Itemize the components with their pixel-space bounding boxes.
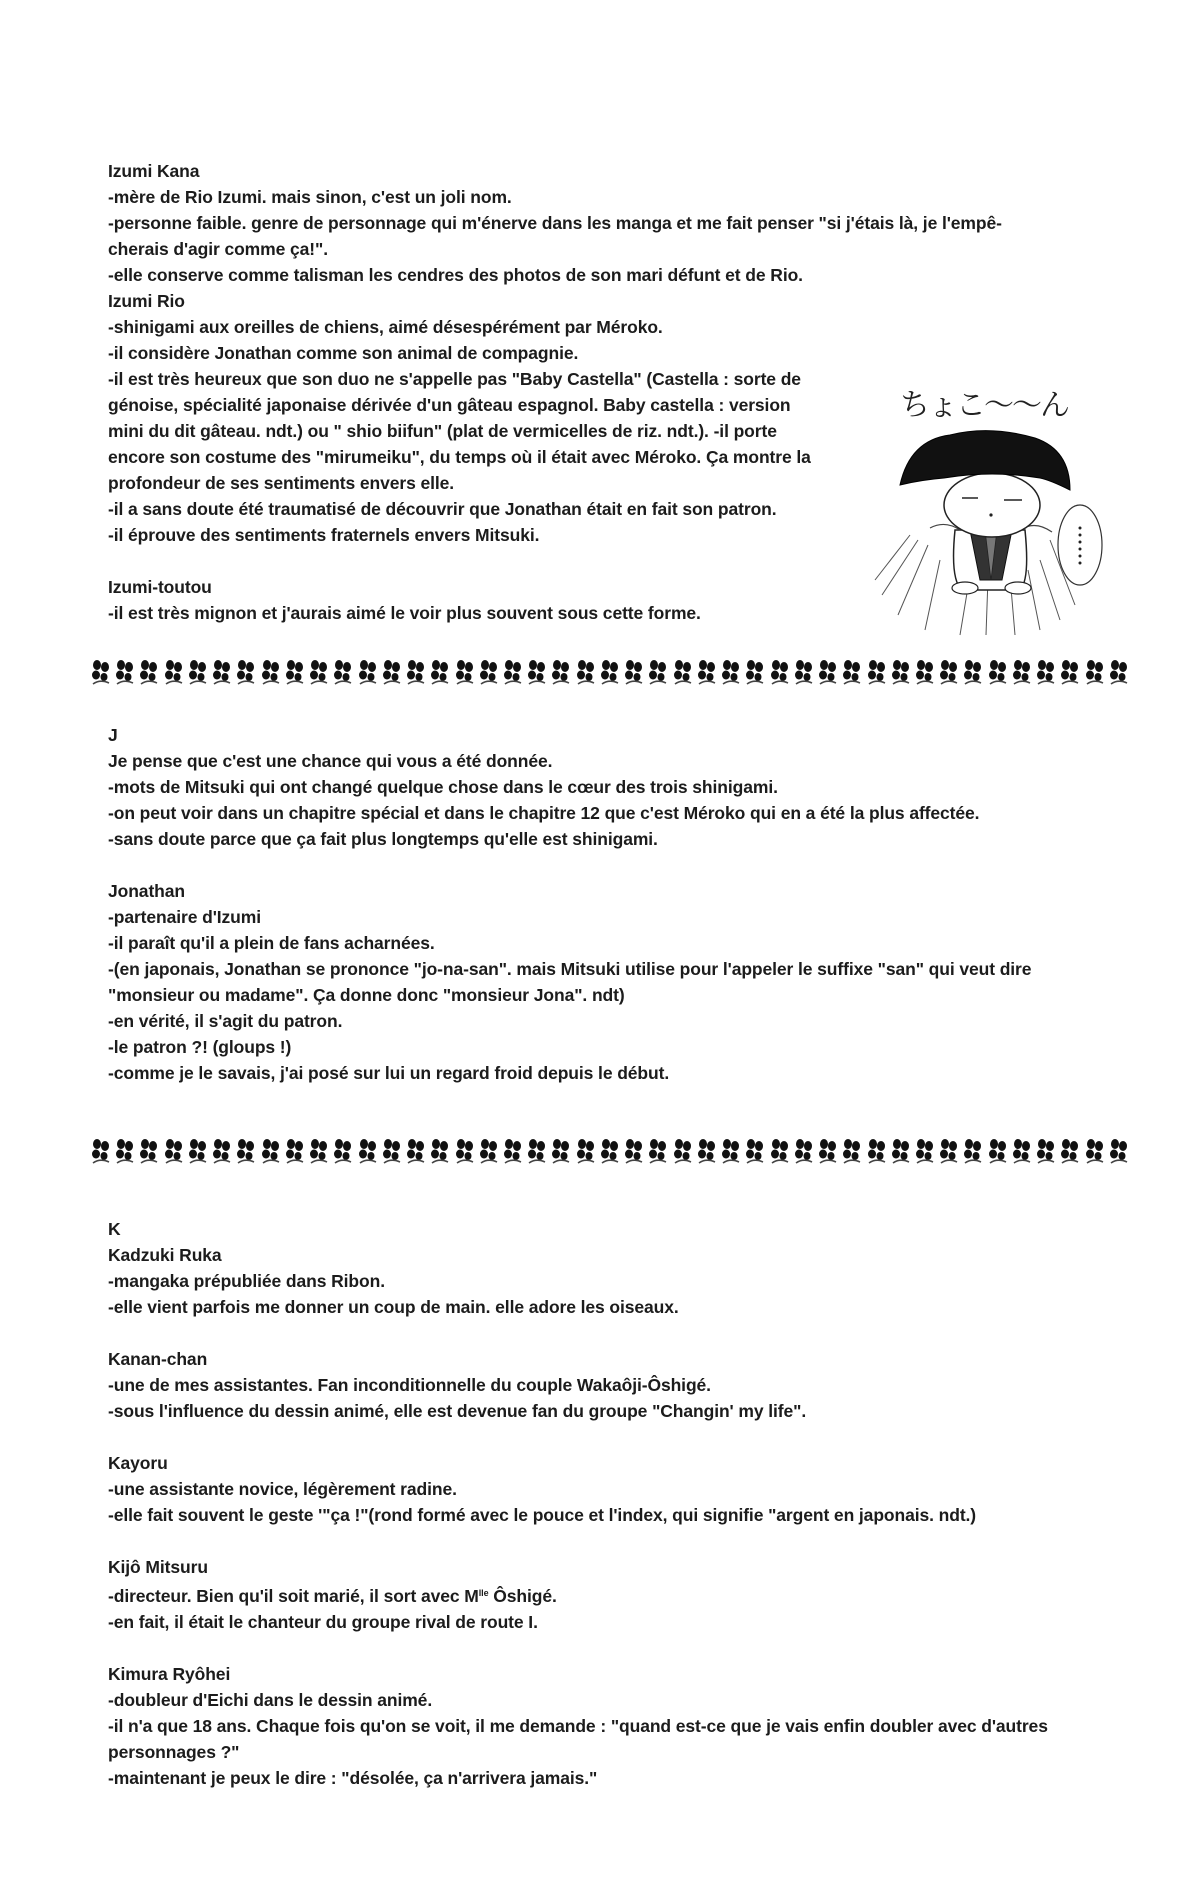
entry-line: -une de mes assistantes. Fan inconditionnelle du couple Wakaôji-Ôshigé. [108,1375,711,1395]
section-j [108,722,1113,1086]
clover-ornament-icon [599,659,621,687]
clover-ornament-icon [962,1138,984,1166]
clover-ornament-icon [260,1138,282,1166]
entry-line: -mère de Rio Izumi. mais sinon, c'est un joli nom. [108,187,512,207]
clover-ornament-icon [720,659,742,687]
clover-ornament-icon [163,659,185,687]
clover-ornament-icon [502,659,524,687]
clover-ornament-icon [1035,659,1057,687]
clover-ornament-icon [454,659,476,687]
entry-line [108,1580,1113,1609]
entry-line: -maintenant je peux le dire : "désolée, ça n'arrivera jamais." [108,1768,598,1788]
entry-title: Kimura Ryôhei [108,1664,231,1684]
clover-ornament-icon [914,1138,936,1166]
clover-ornament-icon [890,659,912,687]
clover-ornament-icon [1011,659,1033,687]
clover-ornament-icon [841,659,863,687]
entry-line: -partenaire d'Izumi [108,907,261,927]
superscript: lle [478,1588,489,1598]
entry-line: encore son costume des "mirumeiku", du temps où il était avec Méroko. Ça montre la [108,447,811,467]
entry-line: -(en japonais, Jonathan se prononce "jo-na-san". mais Mitsuki utilise pour l'appeler le suffixe "san" qui veut dire [108,959,1032,979]
entry-title: Kanan-chan [108,1349,208,1369]
illustration-caption: ちょこ〜〜ん [900,388,1068,423]
clover-ornament-icon [284,659,306,687]
clover-ornament-icon [962,659,984,687]
clover-ornament-icon [938,659,960,687]
clover-ornament-icon [478,659,500,687]
entry-title: Izumi Kana [108,161,200,181]
clover-ornament-icon [332,1138,354,1166]
clover-ornament-icon [575,659,597,687]
clover-ornament-icon [672,1138,694,1166]
clover-ornament-icon [793,1138,815,1166]
clover-ornament-icon [1108,1138,1130,1166]
clover-ornament-icon [138,659,160,687]
clover-ornament-icon [405,1138,427,1166]
clover-ornament-icon [793,659,815,687]
clover-ornament-icon [187,659,209,687]
entry-line: génoise, spécialité japonaise dérivée d'un gâteau espagnol. Baby castella : version [108,395,791,415]
clover-ornament-icon [308,1138,330,1166]
section-letter: K [108,1219,121,1239]
clover-ornament-icon [696,1138,718,1166]
section-k [108,1216,1113,1791]
entry-line: -mangaka prépubliée dans Ribon. [108,1271,385,1291]
clover-ornament-icon [114,659,136,687]
entry-line: -il paraît qu'il a plein de fans acharnées. [108,933,435,953]
clover-ornament-icon [938,1138,960,1166]
spacer [108,1528,1113,1554]
clover-ornament-icon [866,659,888,687]
entry-title: Kijô Mitsuru [108,1557,208,1577]
clover-ornament-icon [308,659,330,687]
clover-ornament-icon [987,1138,1009,1166]
clover-ornament-icon [114,1138,136,1166]
clover-ornament-icon [478,1138,500,1166]
clover-ornament-icon [817,659,839,687]
clover-ornament-icon [211,659,233,687]
entry-title: Izumi Rio [108,291,185,311]
clover-ornament-icon [550,659,572,687]
clover-ornament-icon [987,659,1009,687]
clover-ornament-icon [744,659,766,687]
clover-ornament-icon [1059,1138,1081,1166]
chibi-dog-illustration [870,380,1120,640]
entry-title: Kayoru [108,1453,168,1473]
entry-line: -il est très mignon et j'aurais aimé le voir plus souvent sous cette forme. [108,603,701,623]
entry-line: -mots de Mitsuki qui ont changé quelque chose dans le cœur des trois shinigami. [108,777,778,797]
clover-ornament-icon [454,1138,476,1166]
clover-ornament-icon [138,1138,160,1166]
entry-line: -sous l'influence du dessin animé, elle est devenue fan du groupe "Changin' my life". [108,1401,807,1421]
entry-line: -le patron ?! (gloups !) [108,1037,292,1057]
entry-title: Jonathan [108,881,185,901]
entry-line: -en vérité, il s'agit du patron. [108,1011,343,1031]
entry-line: personnages ?" [108,1742,240,1762]
clover-ornament-icon [1084,1138,1106,1166]
clover-ornament-icon [890,1138,912,1166]
spacer [108,1320,1113,1346]
entry-line: -une assistante novice, légèrement radine. [108,1479,457,1499]
entry-title: Izumi-toutou [108,577,212,597]
entry-line: -elle fait souvent le geste '"ça !"(rond formé avec le pouce et l'index, qui signifie "argent en japonais. ndt.) [108,1505,977,1525]
clover-ornament-icon [623,659,645,687]
clover-ornament-icon [623,1138,645,1166]
clover-ornament-icon [163,1138,185,1166]
clover-ornament-icon [769,1138,791,1166]
entry-line: -il n'a que 18 ans. Chaque fois qu'on se voit, il me demande : "quand est-ce que je vais enfin doubler avec d'autres [108,1716,1048,1736]
clover-ornament-icon [429,659,451,687]
entry-line: -personne faible. genre de personnage qui m'énerve dans les manga et me fait penser "si j'étais là, je l'empê- [108,213,1002,233]
entry-line: -il est très heureux que son duo ne s'appelle pas "Baby Castella" (Castella : sorte de [108,369,801,389]
clover-ornament-icon [429,1138,451,1166]
clover-ornament-icon [235,659,257,687]
entry-line: -il considère Jonathan comme son animal de compagnie. [108,343,579,363]
entry-line: -doubleur d'Eichi dans le dessin animé. [108,1690,433,1710]
section-letter: J [108,725,118,745]
entry-line: -on peut voir dans un chapitre spécial et dans le chapitre 12 que c'est Méroko qui en a été la plus affectée. [108,803,980,823]
clover-ornament-icon [914,659,936,687]
spacer [108,1635,1113,1661]
clover-ornament-icon [647,659,669,687]
entry-line: -il a sans doute été traumatisé de découvrir que Jonathan était en fait son patron. [108,499,777,519]
clover-ornament-icon [647,1138,669,1166]
clover-ornament-icon [90,659,112,687]
entry-line: -elle vient parfois me donner un coup de main. elle adore les oiseaux. [108,1297,679,1317]
spacer [108,1424,1113,1450]
clover-ornament-icon [575,1138,597,1166]
clover-ornament-icon [381,659,403,687]
clover-ornament-icon [817,1138,839,1166]
entry-line: "monsieur ou madame". Ça donne donc "monsieur Jona". ndt) [108,985,625,1005]
clover-ornament-icon [1059,659,1081,687]
clover-ornament-icon [381,1138,403,1166]
clover-ornament-icon [769,659,791,687]
clover-ornament-icon [599,1138,621,1166]
clover-ornament-icon [866,1138,888,1166]
clover-ornament-icon [502,1138,524,1166]
clover-ornament-icon [357,659,379,687]
clover-ornament-icon [744,1138,766,1166]
clover-ornament-icon [1011,1138,1033,1166]
clover-ornament-icon [357,1138,379,1166]
text-part: Ôshigé. [488,1586,557,1606]
clover-ornament-icon [284,1138,306,1166]
clover-ornament-icon [1108,659,1130,687]
entry-title: Kadzuki Ruka [108,1245,222,1265]
spacer [108,852,1113,878]
text-part: -directeur. Bien qu'il soit marié, il sort avec M [108,1586,479,1606]
entry-title: Je pense que c'est une chance qui vous a été donnée. [108,751,553,771]
entry-line: -shinigami aux oreilles de chiens, aimé désespérément par Méroko. [108,317,663,337]
clover-ornament-icon [720,1138,742,1166]
clover-ornament-icon [405,659,427,687]
chibi-character-drawing [870,380,1120,640]
ornamental-divider [90,1136,1130,1168]
entry-line: cherais d'agir comme ça!". [108,239,328,259]
clover-ornament-icon [1035,1138,1057,1166]
clover-ornament-icon [696,659,718,687]
entry-line: -comme je le savais, j'ai posé sur lui un regard froid depuis le début. [108,1063,670,1083]
clover-ornament-icon [841,1138,863,1166]
entry-line: profondeur de ses sentiments envers elle. [108,473,455,493]
clover-ornament-icon [672,659,694,687]
entry-line: -elle conserve comme talisman les cendres des photos de son mari défunt et de Rio. [108,265,803,285]
entry-line: -en fait, il était le chanteur du groupe rival de route I. [108,1612,538,1632]
clover-ornament-icon [235,1138,257,1166]
clover-ornament-icon [332,659,354,687]
clover-ornament-icon [211,1138,233,1166]
clover-ornament-icon [260,659,282,687]
clover-ornament-icon [526,1138,548,1166]
entry-line: -il éprouve des sentiments fraternels envers Mitsuki. [108,525,540,545]
clover-ornament-icon [526,659,548,687]
entry-line: -sans doute parce que ça fait plus longtemps qu'elle est shinigami. [108,829,658,849]
entry-line: mini du dit gâteau. ndt.) ou " shio biifun" (plat de vermicelles de riz. ndt.). -il porte [108,421,777,441]
clover-ornament-icon [1084,659,1106,687]
clover-ornament-icon [187,1138,209,1166]
ornamental-divider [90,657,1130,689]
clover-ornament-icon [550,1138,572,1166]
clover-ornament-icon [90,1138,112,1166]
